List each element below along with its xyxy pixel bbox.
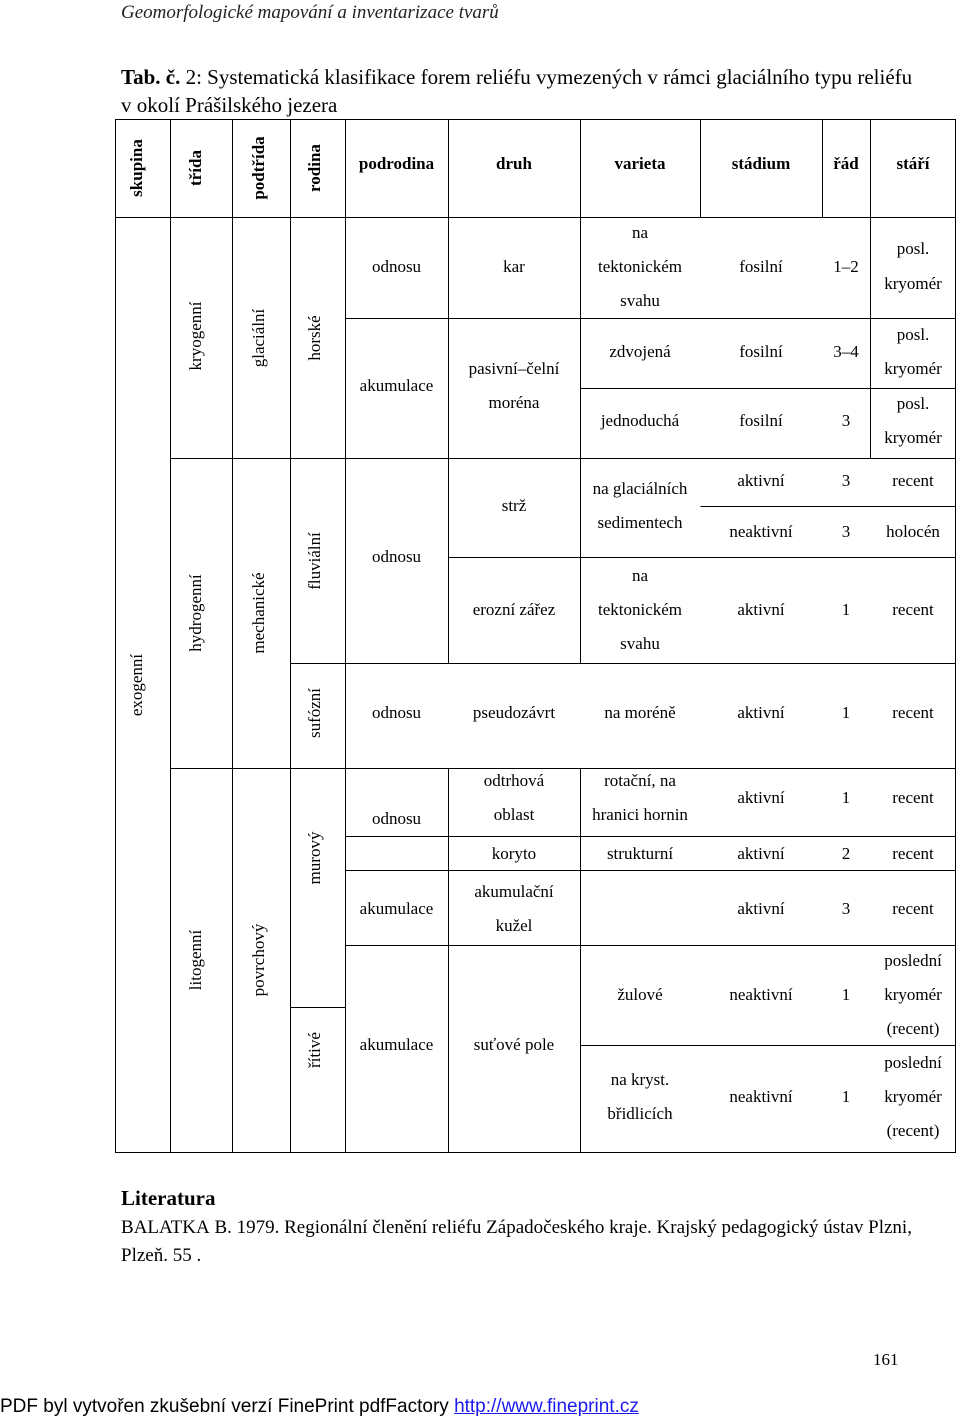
page-number: 161 — [873, 1350, 899, 1369]
cell-podrodina: odnosu — [371, 547, 422, 566]
cell-stadium: fosilní — [739, 257, 783, 276]
cell-druh: suťové pole — [473, 1035, 555, 1054]
cell-druh: kužel — [495, 916, 533, 935]
author-initial: B — [121, 1217, 134, 1238]
cell-stadium: aktivní — [737, 703, 785, 722]
cell-varieta: na — [631, 566, 649, 585]
cell-druh: akumulační — [474, 882, 554, 901]
header-stari: stáří — [896, 154, 930, 173]
cell-rad: 3–4 — [833, 342, 859, 361]
header-druh: druh — [496, 154, 532, 173]
cell-stari: (recent) — [886, 1121, 940, 1140]
skupina-exogenni: exogenní — [127, 653, 146, 717]
running-header: Geomorfologické mapování a inventarizace tvarů — [121, 2, 499, 23]
rodina-ritive: řítivé — [305, 1032, 324, 1068]
footer-text: PDF byl vytvořen zkušební verzí FinePrint pdfFactory — [0, 1396, 455, 1417]
cell-rad: 3 — [841, 522, 851, 541]
cell-rad: 1 — [841, 703, 851, 722]
cell-podrodina: odnosu — [371, 703, 422, 722]
cell-rad: 3 — [841, 471, 851, 490]
literature-heading: Literatura — [121, 1186, 216, 1210]
podtrida-mechanicke: mechanické — [249, 572, 268, 654]
cell-druh: moréna — [488, 393, 540, 412]
header-rad: řád — [833, 154, 859, 173]
header-rodina: rodina — [305, 144, 324, 192]
cell-rad: 1 — [841, 600, 851, 619]
cell-varieta: na moréně — [604, 703, 676, 722]
header-skupina: skupina — [127, 139, 146, 197]
rodina-horske: horské — [305, 315, 324, 361]
trida-kryogenni: kryogenní — [186, 301, 205, 371]
cell-stadium: aktivní — [737, 471, 785, 490]
cell-varieta: na kryst. — [610, 1070, 670, 1089]
cell-druh: erozní zářez — [472, 600, 556, 619]
rodina-fluvialni: fluviální — [305, 532, 324, 590]
cell-druh: oblast — [493, 805, 535, 824]
rodina-murovy: murový — [305, 831, 324, 885]
cell-varieta: svahu — [620, 634, 660, 653]
cell-stadium: fosilní — [739, 342, 783, 361]
cell-stari: recent — [892, 899, 934, 918]
cell-stari: poslední — [884, 951, 942, 970]
cell-rad: 1 — [841, 788, 851, 807]
cell-rad: 1 — [841, 1087, 851, 1106]
cell-stadium: aktivní — [737, 844, 785, 863]
header-stadium: stádium — [731, 154, 791, 173]
cell-stari: kryomér — [884, 428, 942, 447]
cell-podrodina: akumulace — [359, 1035, 434, 1054]
cell-stari: posl. — [896, 394, 930, 413]
trida-hydrogenni: hydrogenní — [186, 574, 205, 652]
pdf-footer — [0, 1396, 639, 1418]
cell-varieta: na glaciálních — [592, 479, 688, 498]
cell-stadium: neaktivní — [729, 522, 793, 541]
trida-litogenni: litogenní — [186, 929, 205, 991]
cell-varieta: tektonickém — [597, 600, 683, 619]
cell-rad: 1 — [841, 985, 851, 1004]
cell-varieta: strukturní — [606, 844, 674, 863]
cell-varieta: žulové — [617, 985, 663, 1004]
cell-druh: pasivní–čelní — [468, 359, 560, 378]
cell-varieta: na — [631, 223, 649, 242]
cell-varieta: zdvojená — [609, 342, 671, 361]
cell-stadium: neaktivní — [729, 1087, 793, 1106]
caption-number: 2 — [185, 65, 197, 89]
cell-stadium: aktivní — [737, 788, 785, 807]
cell-varieta: hranici hornin — [592, 805, 688, 824]
podtrida-glacialni: glaciální — [249, 308, 268, 368]
cell-stari: kryomér — [884, 985, 942, 1004]
caption-text: : Systematická klasifikace forem reliéfu vymezených v rámci glaciálního typu reliéfu v okolí Prášilského jezera — [121, 65, 913, 117]
caption-label: Tab. č. — [121, 65, 181, 89]
cell-stari: holocén — [886, 522, 940, 541]
cell-druh: strž — [501, 496, 527, 515]
cell-stari: poslední — [884, 1053, 942, 1072]
cell-varieta: jednoduchá — [600, 411, 680, 430]
cell-stari: kryomér — [884, 274, 942, 293]
cell-druh: pseudozávrt — [472, 703, 556, 722]
cell-druh: koryto — [491, 844, 537, 863]
cell-stari: recent — [892, 600, 934, 619]
cell-stari: kryomér — [884, 359, 942, 378]
cell-stari: recent — [892, 471, 934, 490]
cell-stadium: aktivní — [737, 600, 785, 619]
cell-podrodina: odnosu — [371, 257, 422, 276]
cell-stari: (recent) — [886, 1019, 940, 1038]
cell-druh: kar — [503, 257, 525, 276]
cell-varieta: sedimentech — [597, 513, 683, 532]
author-name: ALATKA — [133, 1217, 210, 1238]
cell-varieta: rotační, na — [604, 771, 676, 790]
cell-podrodina: akumulace — [359, 899, 434, 918]
footer-link[interactable]: http://www.fineprint.cz — [454, 1396, 639, 1417]
podtrida-povrchovy: povrchový — [249, 923, 268, 997]
cell-stari: recent — [892, 703, 934, 722]
cell-stari: posl. — [896, 325, 930, 344]
cell-stari: recent — [892, 844, 934, 863]
cell-varieta: tektonickém — [597, 257, 683, 276]
cell-varieta: břidlicích — [607, 1104, 673, 1123]
literature-reference — [121, 1214, 941, 1270]
cell-rad: 3 — [841, 899, 851, 918]
cell-rad: 3 — [841, 411, 851, 430]
header-varieta: varieta — [614, 154, 666, 173]
header-trida: třída — [186, 150, 205, 186]
cell-podrodina: odnosu — [371, 809, 422, 828]
cell-stadium: fosilní — [739, 411, 783, 430]
rodina-sufozni: sufózní — [305, 687, 324, 739]
cell-stari: posl. — [896, 239, 930, 258]
cell-rad: 2 — [841, 844, 851, 863]
cell-druh: odtrhová — [483, 771, 545, 790]
cell-rad: 1–2 — [833, 257, 859, 276]
cell-podrodina: akumulace — [359, 376, 434, 395]
cell-stari: recent — [892, 788, 934, 807]
cell-stari: kryomér — [884, 1087, 942, 1106]
reference-text: B. 1979. Regionální členění reliéfu Západočeského kraje. Krajský pedagogický ústav Plzni, Plzeň. 55 . — [121, 1217, 912, 1266]
cell-stadium: neaktivní — [729, 985, 793, 1004]
cell-varieta: svahu — [620, 291, 660, 310]
header-podrodina: podrodina — [358, 154, 435, 173]
cell-stadium: aktivní — [737, 899, 785, 918]
header-podtrida: podtřída — [249, 136, 268, 200]
